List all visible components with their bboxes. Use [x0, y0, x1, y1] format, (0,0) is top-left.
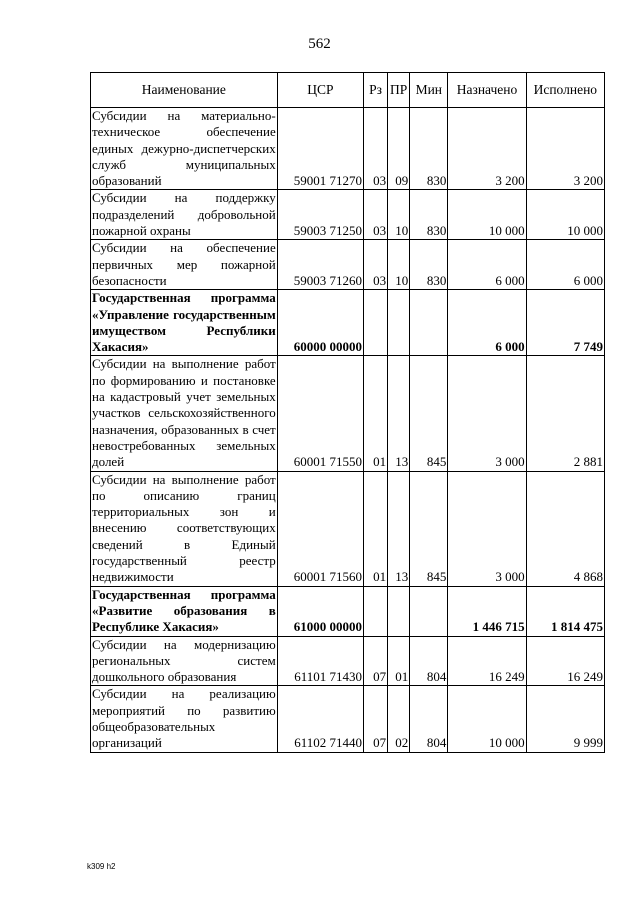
row-rz: 01 [364, 471, 388, 586]
row-min: 845 [410, 471, 448, 586]
row-name: Субсидии на материально-техническое обеспечение единых дежурно-диспетчерских служб муниципальных образований [92, 108, 276, 189]
row-name: Субсидии на выполнение работ по описанию границ территориальных зон и внесению соответствующих сведений в Единый государственный реестр недвижимости [92, 471, 276, 585]
row-min [410, 290, 448, 356]
table-row [91, 471, 605, 586]
row-rz: 03 [364, 190, 388, 240]
row-assigned: 6 000 [448, 290, 526, 356]
row-name: Субсидии на выполнение работ по формированию и постановке на кадастровый учет земельных участков сельскохозяйственного назначения, образованных в счет невостребованных земельных долей [92, 356, 276, 470]
row-executed: 2 881 [526, 356, 604, 471]
header-assigned: Назначено [448, 73, 526, 108]
row-min: 830 [410, 108, 448, 190]
row-min [410, 586, 448, 636]
table-row-program [91, 586, 605, 636]
table-row [91, 190, 605, 240]
row-csr: 60000 00000 [277, 290, 363, 356]
row-assigned: 3 000 [448, 356, 526, 471]
row-assigned: 10 000 [448, 190, 526, 240]
header-name: Наименование [91, 73, 278, 108]
row-assigned: 6 000 [448, 240, 526, 290]
row-name: Субсидии на поддержку подразделений добровольной пожарной охраны [92, 190, 276, 239]
row-executed: 9 999 [526, 686, 604, 752]
row-rz: 07 [364, 636, 388, 686]
row-pr [388, 290, 410, 356]
row-csr: 60001 71550 [277, 356, 363, 471]
row-assigned: 3 000 [448, 471, 526, 586]
header-executed: Исполнено [526, 73, 604, 108]
row-executed: 3 200 [526, 108, 604, 190]
row-pr: 13 [388, 356, 410, 471]
row-name: Субсидии на реализацию мероприятий по развитию общеобразовательных организаций [92, 686, 276, 751]
table-row [91, 356, 605, 471]
row-min: 830 [410, 240, 448, 290]
row-pr: 02 [388, 686, 410, 752]
row-min: 845 [410, 356, 448, 471]
row-min: 830 [410, 190, 448, 240]
row-assigned: 3 200 [448, 108, 526, 190]
row-csr: 61102 71440 [277, 686, 363, 752]
row-pr [388, 586, 410, 636]
row-csr: 59001 71270 [277, 108, 363, 190]
budget-table [90, 72, 605, 753]
row-min: 804 [410, 686, 448, 752]
row-pr: 01 [388, 636, 410, 686]
row-name: Государственная программа «Управление государственным имуществом Республики Хакасия» [92, 290, 276, 355]
page-number: 562 [308, 36, 331, 52]
row-rz: 01 [364, 356, 388, 471]
row-assigned: 10 000 [448, 686, 526, 752]
row-csr: 59003 71260 [277, 240, 363, 290]
table-header-row [91, 73, 605, 108]
row-rz: 03 [364, 240, 388, 290]
row-assigned: 1 446 715 [448, 586, 526, 636]
table-row [91, 636, 605, 686]
table-row [91, 240, 605, 290]
row-executed: 7 749 [526, 290, 604, 356]
table-row [91, 686, 605, 752]
row-rz: 07 [364, 686, 388, 752]
row-rz [364, 586, 388, 636]
row-pr: 10 [388, 240, 410, 290]
header-rz: Рз [364, 73, 388, 108]
row-csr: 61000 00000 [277, 586, 363, 636]
row-executed: 4 868 [526, 471, 604, 586]
row-pr: 09 [388, 108, 410, 190]
document-code: k309 h2 [87, 862, 116, 871]
table-row [91, 108, 605, 190]
header-pr: ПР [388, 73, 410, 108]
row-csr: 61101 71430 [277, 636, 363, 686]
header-csr: ЦСР [277, 73, 363, 108]
row-name: Субсидии на модернизацию региональных систем дошкольного образования [92, 636, 276, 685]
row-executed: 16 249 [526, 636, 604, 686]
row-name: Государственная программа «Развитие образования в Республике Хакасия» [92, 586, 276, 635]
row-name: Субсидии на обеспечение первичных мер пожарной безопасности [92, 240, 276, 288]
row-assigned: 16 249 [448, 636, 526, 686]
row-csr: 60001 71560 [277, 471, 363, 586]
row-csr: 59003 71250 [277, 190, 363, 240]
row-executed: 1 814 475 [526, 586, 604, 636]
row-rz: 03 [364, 108, 388, 190]
row-min: 804 [410, 636, 448, 686]
row-pr: 10 [388, 190, 410, 240]
table-row-program [91, 290, 605, 356]
row-executed: 6 000 [526, 240, 604, 290]
row-pr: 13 [388, 471, 410, 586]
row-executed: 10 000 [526, 190, 604, 240]
row-rz [364, 290, 388, 356]
header-min: Мин [410, 73, 448, 108]
